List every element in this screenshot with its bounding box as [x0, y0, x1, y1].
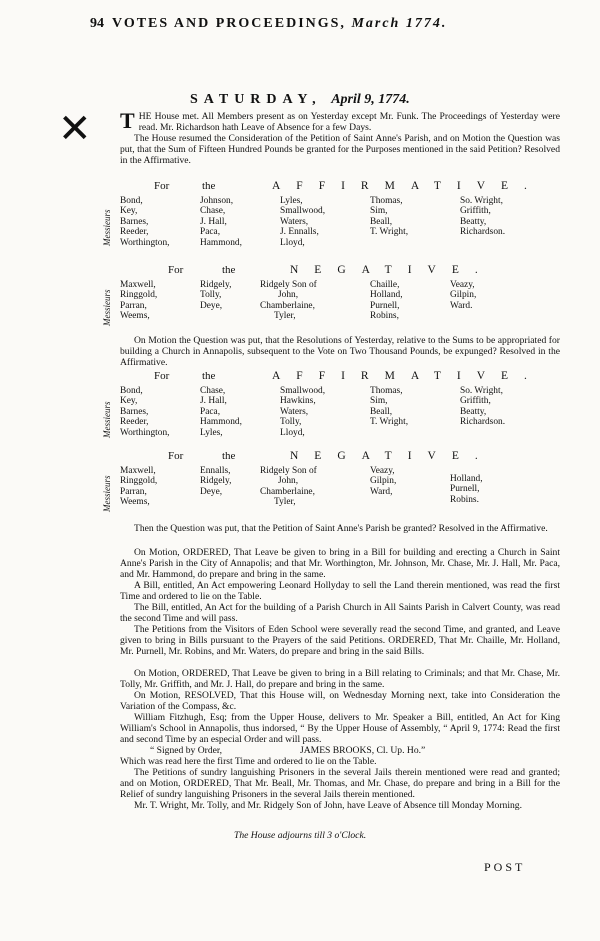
name-column: Thomas, Sim, Beall, T. Wright,	[370, 196, 409, 238]
opening-paragraph: THE House met. All Members present as on Yesterday except Mr. Funk. The Proceedings of Yesterday were read. Mr. Richardson hath Leave of Absence for a few Days.	[120, 108, 560, 133]
resumed-paragraph: The House resumed the Consideration of the Petition of Saint Anne's Parish, and on Motion the Question was put, that the Sum of Fifteen Hundred Pounds be granted for the Purposes mentioned in the said Petition? Resolved in the Affirmative.	[120, 133, 560, 166]
messieurs-label: Messieurs	[102, 209, 112, 246]
division-1-affirmative: For the AFFIRMATIVE. Messieurs Bond, Key, Barnes, Reeder, Worthington, Johnson, Chase, J. Hall, Paca, Hammond, Lyles, Smallwood, Waters, J. Ennalls, Lloyd, Thomas, Sim, Beall, T. Wright, So. Wright, Griffith, Beatty, Richardson.	[104, 180, 564, 194]
drop-cap: T	[120, 108, 135, 133]
name-column: Johnson, Chase, J. Hall, Paca, Hammond,	[200, 196, 242, 248]
name-column: Bond, Key, Barnes, Reeder, Worthington,	[120, 196, 170, 248]
criminals-paragraph: On Motion, ORDERED, That Leave be given to bring in a Bill relating to Criminals; and that Mr. Chase, Mr. Tolly, Mr. Griffith, and Mr. J. Hall, do prepare and bring in the same.	[120, 668, 560, 690]
read-first-time-paragraph: Which was read here the first Time and ordered to lie on the Table.	[120, 756, 377, 767]
name-column: Ennalls, Ridgely, Deye,	[200, 466, 232, 497]
name-column: Bond, Key, Barnes, Reeder, Worthington,	[120, 386, 170, 438]
prisoners-paragraph: The Petitions of sundry languishing Prisoners in the several Jails therein mentioned were read and granted; and on Motion, ORDERED, That Mr. Beall, Mr. Thomas, and Mr. Chase, do prepare and bring in a Bill for the Relief of sundry languishing Prisoners in the several Jails therein mentioned.	[120, 767, 560, 800]
name-column: Ridgely Son of John, Chamberlaine, Tyler,	[260, 280, 317, 322]
name-column: Chaille, Holland, Purnell, Robins,	[370, 280, 403, 322]
name-column: Veazy, Gilpin, Ward.	[450, 280, 477, 311]
name-column: Smallwood, Hawkins, Waters, Tolly, Lloyd,	[280, 386, 326, 438]
name-column: Holland, Purnell, Robins.	[450, 474, 483, 505]
messieurs-label: Messieurs	[102, 289, 112, 326]
day-heading: SATURDAY, April 9, 1774.	[190, 92, 410, 107]
division-2-negative: For the NEGATIVE. Messieurs Maxwell, Ringgold, Parran, Weems, Ennalls, Ridgely, Deye, Ridgely Son of John, Chamberlaine, Tyler, Veazy, Gilpin, Ward, Holland, Purnell, Robins.	[104, 450, 564, 464]
signature-line: “ Signed by Order, JAMES BROOKS, Cl. Up. Ho.”	[150, 745, 426, 756]
adjournment-line: The House adjourns till 3 o'Clock.	[234, 830, 367, 841]
division-1-negative: For the NEGATIVE. Messieurs Maxwell, Ringgold, Parran, Weems, Ridgely, Tolly, Deye, Ridgely Son of John, Chamberlaine, Tyler, Chaille, Holland, Purnell, Robins, Veazy, Gilpin, Ward.	[104, 264, 564, 278]
church-bill-paragraph: The Bill, entitled, An Act for the building of a Parish Church in All Saints Parish in Calvert County, was read the second Time and will pass.	[120, 602, 560, 624]
name-column: Maxwell, Ringgold, Parran, Weems,	[120, 280, 158, 322]
page-number: 94	[90, 16, 104, 31]
order-bill-paragraph: On Motion, ORDERED, That Leave be given to bring in a Bill for building and erecting a Church in Saint Anne's Parish in the City of Annapolis; and that Mr. Worthington, Mr. Johnson, Mr. Chase, Mr. J. Hall, Mr. Paca, and Mr. Hammond, do prepare and bring in the same.	[120, 547, 560, 580]
messieurs-label: Messieurs	[102, 401, 112, 438]
motion-resolutions-paragraph: On Motion the Question was put, that the Resolutions of Yesterday, relative to the Sums to be appropriated for building a Church in Annapolis, subsequent to the Vote on Two Thousand Pounds, be expunged? Resolved in the Affirmative.	[120, 335, 560, 368]
eden-school-paragraph: The Petitions from the Visitors of Eden School were severally read the second Time, and granted, and Leave given to bring in Bills pursuant to the Prayers of the said Petitions. ORDERED, That Mr. Chaille, Mr. Holland, Mr. Purnell, Mr. Robins, and Mr. Waters, do prepare and bring in the said Bills.	[120, 624, 560, 657]
header-date: March 1774.	[351, 16, 448, 31]
messieurs-label: Messieurs	[102, 475, 112, 512]
name-column: So. Wright, Griffith, Beatty, Richardson.	[460, 386, 506, 428]
name-column: Maxwell, Ringgold, Parran, Weems,	[120, 466, 158, 508]
name-columns	[120, 386, 550, 438]
header-title: VOTES AND PROCEEDINGS,	[112, 16, 352, 31]
name-column: Chase, J. Hall, Paca, Hammond, Lyles,	[200, 386, 242, 438]
division-2-affirmative: For the AFFIRMATIVE. Messieurs Bond, Key, Barnes, Reeder, Worthington, Chase, J. Hall, Paca, Hammond, Lyles, Smallwood, Hawkins, Waters, Tolly, Lloyd, Thomas, Sim, Beall, T. Wright, So. Wright, Griffith, Beatty, Richardson.	[104, 370, 564, 384]
handwritten-x-mark: ✕	[58, 106, 92, 152]
name-column: So. Wright, Griffith, Beatty, Richardson.	[460, 196, 506, 238]
compass-paragraph: On Motion, RESOLVED, That this House will, on Wednesday Morning next, take into Consideration the Variation of the Compass, &c.	[120, 690, 560, 712]
fitzhugh-paragraph: William Fitzhugh, Esq; from the Upper House, delivers to Mr. Speaker a Bill, entitled, An Act for King William's School in Annapolis, thus indorsed, “ By the Upper House of Assembly, “ April 9, 1774: Read the first and second Time by an especial Order and will pass.	[120, 712, 560, 745]
name-columns	[120, 196, 550, 248]
name-column: Ridgely Son of John, Chamberlaine, Tyler,	[260, 466, 317, 508]
name-column: Ridgely, Tolly, Deye,	[200, 280, 232, 311]
leave-of-absence-paragraph: Mr. T. Wright, Mr. Tolly, and Mr. Ridgely Son of John, have Leave of Absence till Monday Morning.	[134, 800, 522, 811]
holliday-bill-paragraph: A Bill, entitled, An Act empowering Leonard Hollyday to sell the Land therein mentioned, was read the first Time and ordered to lie on the Table.	[120, 580, 560, 602]
question-paragraph: Then the Question was put, that the Petition of Saint Anne's Parish be granted? Resolved in the Affirmative.	[134, 523, 548, 534]
name-columns	[120, 466, 530, 508]
catchword: POST	[484, 860, 526, 874]
name-column: Thomas, Sim, Beall, T. Wright,	[370, 386, 409, 428]
name-column: Lyles, Smallwood, Waters, J. Ennalls, Lloyd,	[280, 196, 326, 248]
name-columns	[120, 280, 510, 322]
name-column: Veazy, Gilpin, Ward,	[370, 466, 397, 497]
running-header	[90, 16, 447, 32]
